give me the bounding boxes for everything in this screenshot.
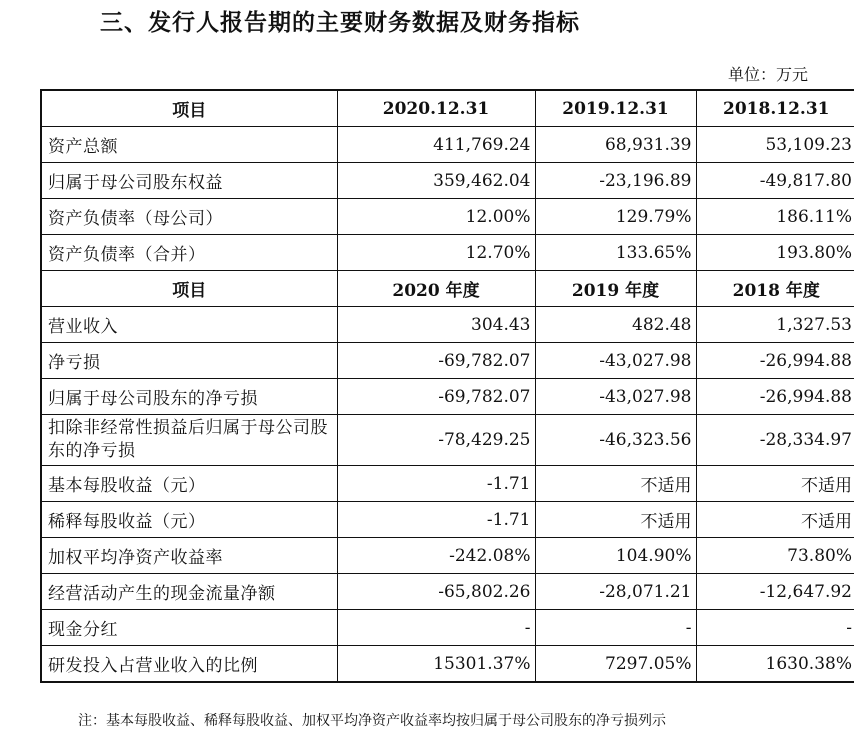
value-cell: 359,462.04 bbox=[337, 163, 535, 199]
table-row bbox=[41, 343, 854, 379]
value-cell: -28,334.97 bbox=[696, 415, 854, 466]
value-cell: 193.80% bbox=[696, 235, 854, 271]
table-row bbox=[41, 235, 854, 271]
row-label: 加权平均净资产收益率 bbox=[41, 538, 337, 574]
column-header-period: 2020 年度 bbox=[337, 271, 535, 307]
value-cell: 7297.05% bbox=[535, 646, 696, 683]
value-cell: 411,769.24 bbox=[337, 127, 535, 163]
section-title: 三、发行人报告期的主要财务数据及财务指标 bbox=[100, 10, 580, 36]
table-row bbox=[41, 538, 854, 574]
table-header-row bbox=[41, 90, 854, 127]
table-header-row bbox=[41, 271, 854, 307]
value-cell: -1.71 bbox=[337, 502, 535, 538]
value-cell: 129.79% bbox=[535, 199, 696, 235]
value-cell: 304.43 bbox=[337, 307, 535, 343]
value-cell: - bbox=[696, 610, 854, 646]
row-label: 资产负债率（合并） bbox=[41, 235, 337, 271]
value-cell: 482.48 bbox=[535, 307, 696, 343]
value-cell: 不适用 bbox=[535, 502, 696, 538]
value-cell: 104.90% bbox=[535, 538, 696, 574]
value-cell: -242.08% bbox=[337, 538, 535, 574]
value-cell: -69,782.07 bbox=[337, 379, 535, 415]
value-cell: -1.71 bbox=[337, 466, 535, 502]
table-row bbox=[41, 466, 854, 502]
table-row bbox=[41, 574, 854, 610]
value-cell: 12.00% bbox=[337, 199, 535, 235]
value-cell: 不适用 bbox=[535, 466, 696, 502]
value-cell: 68,931.39 bbox=[535, 127, 696, 163]
row-label: 现金分红 bbox=[41, 610, 337, 646]
row-label: 稀释每股收益（元） bbox=[41, 502, 337, 538]
table-row bbox=[41, 307, 854, 343]
column-header-period: 2020.12.31 bbox=[337, 90, 535, 127]
value-cell: - bbox=[337, 610, 535, 646]
row-label: 归属于母公司股东的净亏损 bbox=[41, 379, 337, 415]
value-cell: -43,027.98 bbox=[535, 343, 696, 379]
value-cell: 不适用 bbox=[696, 466, 854, 502]
value-cell: -43,027.98 bbox=[535, 379, 696, 415]
value-cell: 1,327.53 bbox=[696, 307, 854, 343]
value-cell: 53,109.23 bbox=[696, 127, 854, 163]
table-row bbox=[41, 646, 854, 683]
value-cell: 73.80% bbox=[696, 538, 854, 574]
value-cell: 15301.37% bbox=[337, 646, 535, 683]
unit-label: 单位：万元 bbox=[727, 65, 808, 84]
value-cell: 12.70% bbox=[337, 235, 535, 271]
table-row bbox=[41, 199, 854, 235]
value-cell: 1630.38% bbox=[696, 646, 854, 683]
row-label: 研发投入占营业收入的比例 bbox=[41, 646, 337, 683]
column-header-item: 项目 bbox=[41, 90, 337, 127]
table-row bbox=[41, 502, 854, 538]
row-label: 净亏损 bbox=[41, 343, 337, 379]
column-header-period: 2019.12.31 bbox=[535, 90, 696, 127]
table-row bbox=[41, 415, 854, 466]
financial-data-table bbox=[40, 89, 854, 683]
value-cell: 不适用 bbox=[696, 502, 854, 538]
table-row bbox=[41, 127, 854, 163]
value-cell: -65,802.26 bbox=[337, 574, 535, 610]
value-cell: 186.11% bbox=[696, 199, 854, 235]
column-header-period: 2019 年度 bbox=[535, 271, 696, 307]
table-row bbox=[41, 163, 854, 199]
table-row bbox=[41, 610, 854, 646]
value-cell: -69,782.07 bbox=[337, 343, 535, 379]
value-cell: -28,071.21 bbox=[535, 574, 696, 610]
value-cell: -49,817.80 bbox=[696, 163, 854, 199]
row-label: 经营活动产生的现金流量净额 bbox=[41, 574, 337, 610]
row-label: 资产总额 bbox=[41, 127, 337, 163]
column-header-item: 项目 bbox=[41, 271, 337, 307]
row-label: 归属于母公司股东权益 bbox=[41, 163, 337, 199]
footnote: 注：基本每股收益、稀释每股收益、加权平均净资产收益率均按归属于母公司股东的净亏损列示 bbox=[78, 713, 666, 729]
table-row bbox=[41, 379, 854, 415]
value-cell: -23,196.89 bbox=[535, 163, 696, 199]
value-cell: -26,994.88 bbox=[696, 379, 854, 415]
value-cell: -46,323.56 bbox=[535, 415, 696, 466]
column-header-period: 2018 年度 bbox=[696, 271, 854, 307]
row-label: 基本每股收益（元） bbox=[41, 466, 337, 502]
value-cell: 133.65% bbox=[535, 235, 696, 271]
row-label: 资产负债率（母公司） bbox=[41, 199, 337, 235]
value-cell: - bbox=[535, 610, 696, 646]
column-header-period: 2018.12.31 bbox=[696, 90, 854, 127]
row-label: 营业收入 bbox=[41, 307, 337, 343]
value-cell: -26,994.88 bbox=[696, 343, 854, 379]
value-cell: -12,647.92 bbox=[696, 574, 854, 610]
value-cell: -78,429.25 bbox=[337, 415, 535, 466]
row-label: 扣除非经常性损益后归属于母公司股东的净亏损 bbox=[41, 415, 337, 466]
